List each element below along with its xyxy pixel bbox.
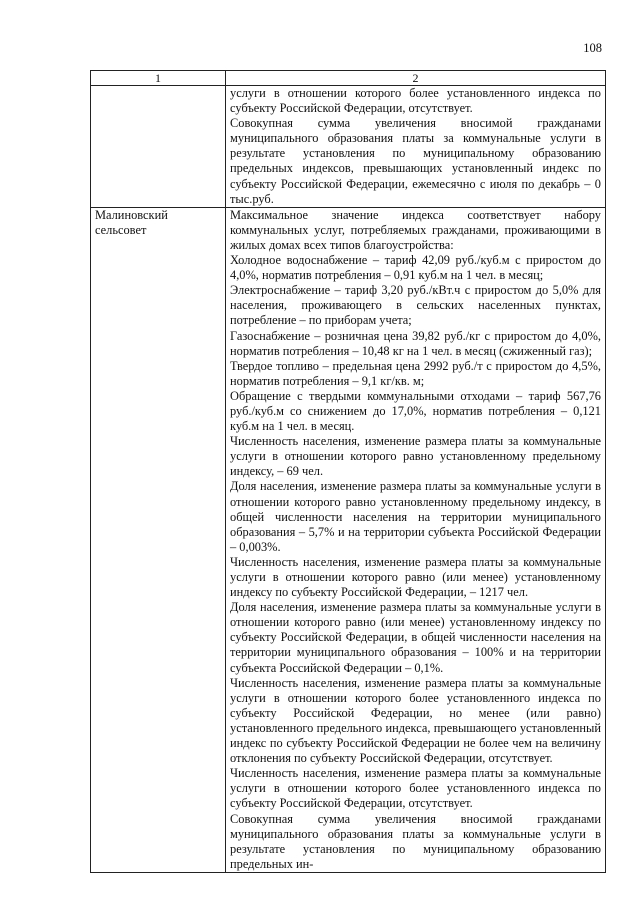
paragraph: Доля населения, изменение размера платы за коммунальные услуги в отношении которого равно (или менее) установленному индексу по субъекту Российской Федерации, в общей численности населения на территории муниципального образования – 100% и на территории субъекта Российской Федерации – 0,1%. [230, 600, 601, 675]
description-cell [226, 207, 606, 872]
paragraph: Совокупная сумма увеличения вносимой гражданами муниципального образования платы за коммунальные услуги в результате установления по муниципальному образованию предельных индексов, превышающих установленный индекс по субъекту Российской Федерации, ежемесячно с июля по декабрь – 0 тыс.руб. [230, 116, 601, 206]
paragraph: Численность населения, изменение размера платы за коммунальные услуги в отношении которого более установленного индекса по субъекту Российской Федерации, отсутствует. [230, 766, 601, 811]
description-cell [226, 86, 606, 208]
column-header-1: 1 [91, 71, 226, 86]
table-header-row [91, 71, 606, 86]
table-row [91, 207, 606, 872]
paragraph: Обращение с твердыми коммунальными отходами – тариф 567,76 руб./куб.м со снижением до 17,0%, норматив потребления – 0,121 куб.м на 1 чел. в месяц. [230, 388, 601, 434]
tariff-table [90, 70, 606, 873]
paragraph: Максимальное значение индекса соответствует набору коммунальных услуг, потребляемых гражданами, проживающими в жилых домах всех типов благоустройства: [230, 207, 601, 252]
municipality-cell [91, 86, 226, 208]
paragraph: Численность населения, изменение размера платы за коммунальные услуги в отношении которого равно установленному предельному индексу, – 69 чел. [230, 434, 601, 479]
paragraph: услуги в отношении которого более установленного индекса по субъекту Российской Федерации, отсутствует. [230, 86, 601, 116]
paragraph: Численность населения, изменение размера платы за коммунальные услуги в отношении которого равно (или менее) установленному индексу по субъекту Российской Федерации, – 1217 чел. [230, 554, 601, 600]
municipality-cell: Малиновский сельсовет [91, 207, 226, 872]
paragraph: Доля населения, изменение размера платы за коммунальные услуги в отношении которого равно установленному предельному индексу, в общей численности населения на территории муниципального образования – 5,7% и на территории субъекта Российской Федерации – 0,003%. [230, 479, 601, 554]
paragraph: Численность населения, изменение размера платы за коммунальные услуги в отношении которого более установленного индекса по субъекту Российской Федерации, но менее (или равно) установленного предельного индекса, превышающего установленный индекс по субъекту Российской Федерации не более чем на величину отклонения по субъекту Российской Федерации, отсутствует. [230, 675, 601, 766]
paragraph: Газоснабжение – розничная цена 39,82 руб./кг с приростом до 4,0%, норматив потребления – 10,48 кг на 1 чел. в месяц (сжиженный газ); [230, 328, 601, 358]
paragraph: Твердое топливо – предельная цена 2992 руб./т с приростом до 4,5%, норматив потребления – 9,1 кг/кв. м; [230, 358, 601, 388]
table-row [91, 86, 606, 208]
column-header-2: 2 [226, 71, 606, 86]
paragraph: Совокупная сумма увеличения вносимой гражданами муниципального образования платы за коммунальные услуги в результате установления по муниципальному образованию предельных ин- [230, 811, 601, 871]
paragraph: Холодное водоснабжение – тариф 42,09 руб./куб.м с приростом до 4,0%, норматив потребления – 0,91 куб.м на 1 чел. в месяц; [230, 253, 601, 283]
paragraph: Электроснабжение – тариф 3,20 руб./кВт.ч с приростом до 5,0% для населения, проживающего в сельских населенных пунктах, потребление – по приборам учета; [230, 283, 601, 328]
page-number: 108 [583, 41, 602, 55]
